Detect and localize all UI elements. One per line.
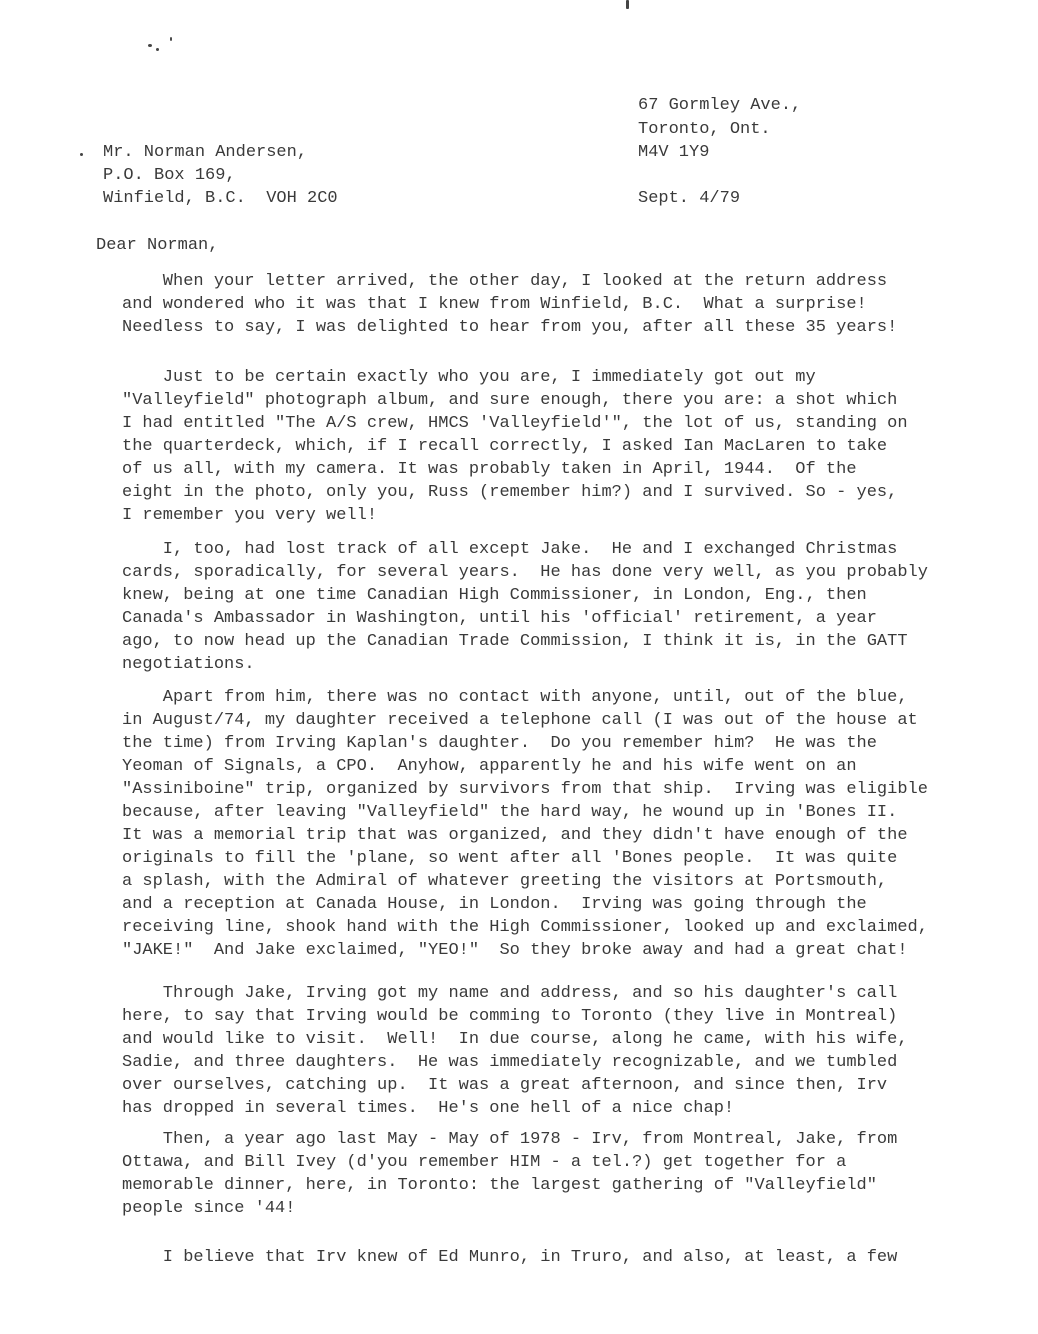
text-line: a splash, with the Admiral of whatever greeting the visitors at Portsmouth,: [122, 872, 888, 891]
recipient-address-line: Winfield, B.C. VOH 2C0: [103, 189, 338, 208]
letter-date: Sept. 4/79: [638, 189, 741, 208]
text-line: knew, being at one time Canadian High Commissioner, in London, Eng., then: [122, 586, 867, 605]
text-line: Then, a year ago last May - May of 1978 - Irv, from Montreal, Jake, from: [122, 1130, 898, 1149]
text-line: people since '44!: [122, 1199, 296, 1218]
text-line: Just to be certain exactly who you are, I immediately got out my: [122, 368, 816, 387]
text-line: has dropped in several times. He's one hell of a nice chap!: [122, 1099, 735, 1118]
sender-address-line: Toronto, Ont.: [638, 120, 771, 139]
recipient-address-line: Mr. Norman Andersen,: [103, 143, 308, 162]
text-line: and a reception at Canada House, in London. Irving was going through the: [122, 895, 867, 914]
text-line: of us all, with my camera. It was probably taken in April, 1944. Of the: [122, 460, 857, 479]
text-line: memorable dinner, here, in Toronto: the largest gathering of "Valleyfield": [122, 1176, 877, 1195]
letter-body: [122, 0, 982, 1334]
text-line: Through Jake, Irving got my name and address, and so his daughter's call: [122, 984, 898, 1003]
text-line: here, to say that Irving would be comming to Toronto (they live in Montreal): [122, 1007, 898, 1026]
scan-speck: [80, 153, 83, 156]
text-line: receiving line, shook hand with the High Commissioner, looked up and exclaimed,: [122, 918, 928, 937]
text-line: It was a memorial trip that was organized, and they didn't have enough of the: [122, 826, 908, 845]
text-line: and wondered who it was that I knew from Winfield, B.C. What a surprise!: [122, 295, 867, 314]
text-line: Yeoman of Signals, a CPO. Anyhow, apparently he and his wife went on an: [122, 757, 857, 776]
text-line: "Valleyfield" photograph album, and sure enough, there you are: a shot which: [122, 391, 898, 410]
text-line: the quarterdeck, which, if I recall correctly, I asked Ian MacLaren to take: [122, 437, 888, 456]
text-line: negotiations.: [122, 655, 255, 674]
text-line: When your letter arrived, the other day, I looked at the return address: [122, 272, 888, 291]
text-line: in August/74, my daughter received a telephone call (I was out of the house at: [122, 711, 918, 730]
text-line: Canada's Ambassador in Washington, until his 'official' retirement, a year: [122, 609, 877, 628]
salutation: Dear Norman,: [96, 236, 219, 255]
text-line: the time) from Irving Kaplan's daughter. Do you remember him? He was the: [122, 734, 877, 753]
recipient-address-line: P.O. Box 169,: [103, 166, 236, 185]
text-line: cards, sporadically, for several years. He has done very well, as you probably: [122, 563, 928, 582]
text-line: ago, to now head up the Canadian Trade Commission, I think it is, in the GATT: [122, 632, 908, 651]
text-line: originals to fill the 'plane, so went after all 'Bones people. It was quite: [122, 849, 898, 868]
text-line: I believe that Irv knew of Ed Munro, in Truro, and also, at least, a few: [122, 1248, 898, 1267]
text-line: Ottawa, and Bill Ivey (d'you remember HIM - a tel.?) get together for a: [122, 1153, 847, 1172]
sender-address-line: M4V 1Y9: [638, 143, 710, 162]
text-line: I, too, had lost track of all except Jake. He and I exchanged Christmas: [122, 540, 898, 559]
text-line: Apart from him, there was no contact with anyone, until, out of the blue,: [122, 688, 908, 707]
sender-address-line: 67 Gormley Ave.,: [638, 96, 802, 115]
text-line: because, after leaving "Valleyfield" the hard way, he wound up in 'Bones II.: [122, 803, 898, 822]
text-line: Needless to say, I was delighted to hear from you, after all these 35 years!: [122, 318, 898, 337]
text-line: I had entitled "The A/S crew, HMCS 'Valleyfield'", the lot of us, standing on: [122, 414, 908, 433]
text-line: and would like to visit. Well! In due course, along he came, with his wife,: [122, 1030, 908, 1049]
text-line: I remember you very well!: [122, 506, 378, 525]
text-line: eight in the photo, only you, Russ (remember him?) and I survived. So - yes,: [122, 483, 898, 502]
text-line: over ourselves, catching up. It was a great afternoon, and since then, Irv: [122, 1076, 888, 1095]
text-line: "JAKE!" And Jake exclaimed, "YEO!" So they broke away and had a great chat!: [122, 941, 908, 960]
text-line: "Assiniboine" trip, organized by survivors from that ship. Irving was eligible: [122, 780, 928, 799]
text-line: Sadie, and three daughters. He was immediately recognizable, and we tumbled: [122, 1053, 898, 1072]
